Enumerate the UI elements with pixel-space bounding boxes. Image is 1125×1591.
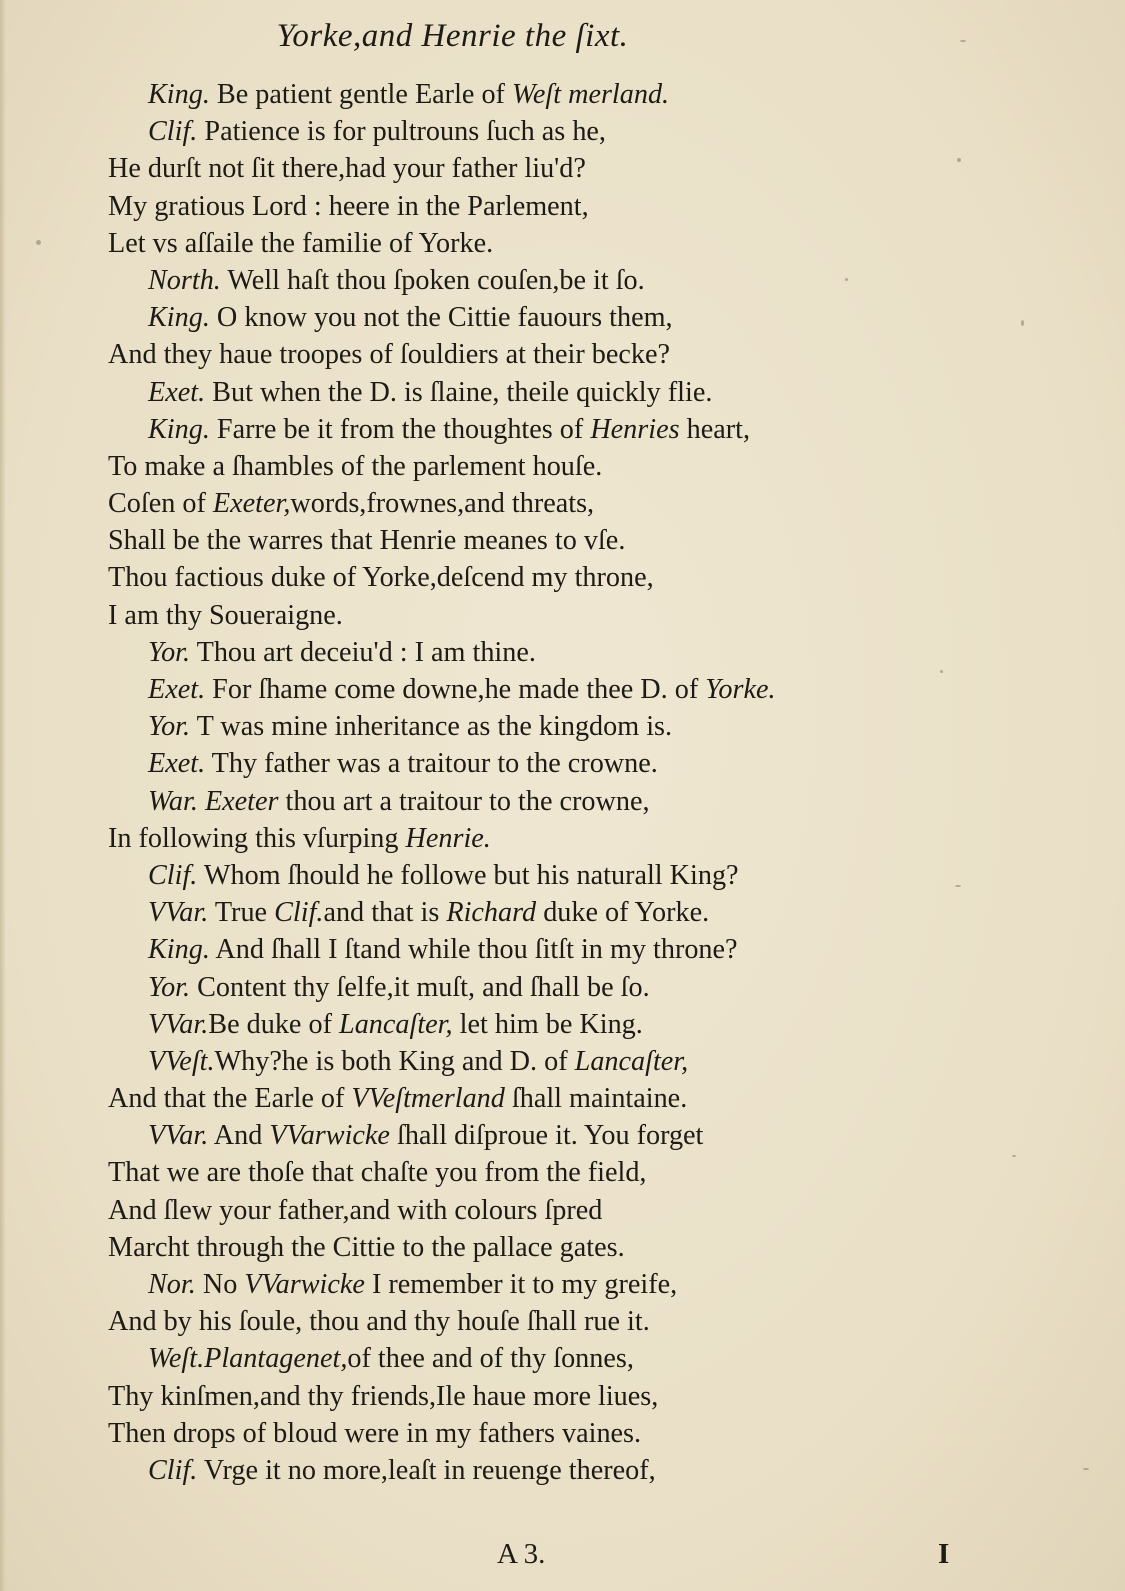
speaker-name: King. (148, 302, 210, 334)
line-text: In following this vſurping (108, 822, 406, 854)
speaker-name: Nor. (148, 1269, 196, 1300)
text-line (108, 634, 938, 671)
line-text: Whom ſhould he followe but his naturall King? (197, 859, 739, 891)
line-text: And ſlew your father,and with colours ſpred (108, 1194, 603, 1226)
line-text: My gratious Lord : heere in the Parlement, (108, 190, 589, 222)
line-text: To make a ſhambles of the parlement houſe. (108, 450, 603, 482)
line-text: True (208, 897, 275, 929)
paper-speck (957, 158, 961, 162)
line-text: Coſen of (108, 488, 213, 520)
text-line (108, 1378, 938, 1415)
speaker-name: VVar. (148, 1008, 209, 1040)
speaker-name: Clif. (148, 859, 198, 891)
line-text: Thy father was a traitour to the crowne. (205, 748, 658, 780)
speaker-name: Yor. (148, 711, 191, 743)
line-text: O know you not the Cittie fauours them, (209, 302, 673, 334)
line-text: Farre be it from the thoughtes of (209, 413, 591, 445)
line-text: Let vs aſſaile the familie of Yorke. (108, 227, 494, 259)
play-text (108, 76, 938, 1489)
line-text: Thou art deceiu'd : I am thine. (190, 636, 536, 668)
line-text-tail: words,frownes,and threats, (290, 488, 595, 520)
speaker-name: North. (148, 264, 221, 296)
line-text: T was mine inheritance as the kingdom is. (190, 711, 673, 743)
running-title (0, 18, 1125, 55)
text-line (108, 1192, 938, 1229)
italic-name: Exeter, (212, 488, 291, 520)
line-text: Marcht through the Cittie to the pallace gates. (108, 1231, 625, 1263)
text-line (108, 597, 938, 634)
catchword-mark: I (938, 1538, 950, 1570)
text-line (108, 150, 938, 187)
italic-name: Henrie. (405, 822, 491, 854)
italic-name: Weſt merland. (511, 79, 670, 110)
line-text-tail: thou art a traitour to the crowne, (278, 785, 650, 817)
line-text-tail: let him be King. (452, 1008, 643, 1040)
text-line (108, 559, 938, 596)
speaker-name: Exet. (148, 674, 206, 705)
text-line (108, 931, 938, 968)
text-line (108, 783, 938, 820)
speaker-name: King. (148, 79, 210, 110)
line-text-tail: of thee and of thy ſonnes, (347, 1343, 634, 1375)
text-line (108, 820, 938, 857)
line-text-tail: ſhall diſproue it. You forget (389, 1120, 704, 1152)
line-text: Patience is for pultrouns ſuch as he, (197, 116, 606, 148)
line-text: Why?he is both King and D. of (214, 1045, 575, 1077)
italic-name: Clif. (274, 897, 324, 929)
italic-name: Yorke. (705, 674, 776, 705)
italic-name: VVarwicke (269, 1120, 390, 1152)
speaker-name: Yor. (148, 636, 191, 668)
line-text: And they haue troopes of ſouldiers at their becke? (108, 339, 670, 371)
text-line (108, 225, 938, 262)
text-line (108, 188, 938, 225)
line-text: No (195, 1269, 245, 1300)
line-text: Then drops of bloud were in my fathers vaines. (108, 1417, 642, 1449)
line-text-tail: ſhall maintaine. (504, 1083, 688, 1115)
line-text: Vrge it no more,leaſt in reuenge thereof, (197, 1454, 656, 1486)
text-line (108, 1117, 938, 1154)
italic-name: Lancaſter, (574, 1045, 689, 1077)
text-line (108, 745, 938, 782)
text-line (108, 1043, 938, 1080)
speaker-name: Exet. (148, 748, 206, 780)
text-line (108, 113, 938, 150)
italic-name: VVeſtmerland (351, 1083, 505, 1115)
text-line (108, 448, 938, 485)
text-line (108, 1415, 938, 1452)
line-text-tail: heart, (679, 413, 750, 445)
text-line (108, 374, 938, 411)
line-text: Thy kinſmen,and thy friends,Ile haue more liues, (108, 1380, 659, 1412)
speaker-name: Exet. (148, 376, 206, 408)
line-text: And that the Earle of (108, 1083, 352, 1115)
italic-name: Exeter (204, 785, 279, 817)
speaker-name: Clif. (148, 1454, 198, 1486)
line-text: And (208, 1120, 270, 1152)
text-line (108, 1229, 938, 1266)
italic-name: Richard (446, 897, 537, 929)
paper-speck (940, 670, 943, 673)
paper-speck (1083, 1468, 1089, 1470)
line-text: And ſhall I ſtand while thou ſitſt in my throne? (209, 934, 738, 966)
line-text-tail: and that is (323, 897, 447, 929)
text-line (108, 522, 938, 559)
speaker-name: Yor. (148, 971, 191, 1003)
text-line (108, 411, 938, 448)
text-line (108, 708, 938, 745)
line-text-tail: I remember it to my greife, (364, 1269, 678, 1300)
signature-mark: A 3. (497, 1538, 546, 1570)
speaker-name: War. (148, 785, 198, 817)
line-text: And by his ſoule, thou and thy houſe ſhall rue it. (108, 1306, 650, 1338)
text-line (108, 1452, 938, 1489)
paper-speck (1012, 1155, 1016, 1157)
text-line (108, 1154, 938, 1191)
line-text: Be patient gentle Earle of (209, 79, 512, 110)
line-text: Be duke of (208, 1008, 340, 1040)
text-line (108, 1266, 938, 1303)
text-line (108, 969, 938, 1006)
paper-speck (1021, 320, 1024, 326)
paper-speck (955, 885, 961, 887)
italic-name: Plantagenet, (204, 1343, 348, 1375)
line-text: Well haſt thou ſpoken couſen,be it ſo. (220, 264, 645, 296)
text-line (108, 336, 938, 373)
text-line (108, 1303, 938, 1340)
text-line (108, 1340, 938, 1377)
line-text: I am thy Soueraigne. (108, 599, 343, 631)
text-line (108, 894, 938, 931)
page-gutter-shadow (0, 0, 6, 1591)
italic-name: Lancaſter, (339, 1008, 453, 1040)
line-text: Content thy ſelfe,it muſt, and ſhall be ſo. (190, 971, 650, 1003)
line-text: For ſhame come downe,he made thee D. of (205, 674, 706, 705)
speaker-name: VVeſt. (148, 1045, 215, 1077)
line-text: Shall be the warres that Henrie meanes to vſe. (108, 525, 626, 557)
speaker-name: Weſt. (148, 1343, 205, 1375)
speaker-name: VVar. (148, 897, 209, 929)
text-line (108, 671, 938, 708)
text-line (108, 485, 938, 522)
paper-speck (36, 240, 41, 245)
text-line (108, 299, 938, 336)
italic-name: Henries (590, 413, 680, 445)
speaker-name: King. (148, 413, 210, 445)
line-text-tail: duke of Yorke. (536, 897, 710, 929)
line-text: Thou factious duke of Yorke,deſcend my throne, (108, 562, 654, 594)
text-line (108, 262, 938, 299)
page-footer (0, 1538, 1125, 1582)
line-text: That we are thoſe that chaſte you from the field, (108, 1157, 647, 1189)
text-line (108, 1080, 938, 1117)
speaker-name: King. (148, 934, 210, 966)
speaker-name: VVar. (148, 1120, 209, 1152)
text-line (108, 1006, 938, 1043)
text-line (108, 857, 938, 894)
italic-name: VVarwicke (244, 1269, 365, 1300)
line-text: He durſt not ſit there,had your father liu'd? (108, 153, 586, 185)
text-line (108, 76, 938, 113)
paper-speck (845, 278, 848, 281)
running-title-text: Yorke,and Henrie the ſixt. (276, 18, 629, 54)
line-text (198, 786, 205, 817)
speaker-name: Clif. (148, 116, 198, 148)
line-text: But when the D. is ſlaine, theile quickly flie. (205, 376, 713, 408)
paper-speck (960, 40, 966, 42)
